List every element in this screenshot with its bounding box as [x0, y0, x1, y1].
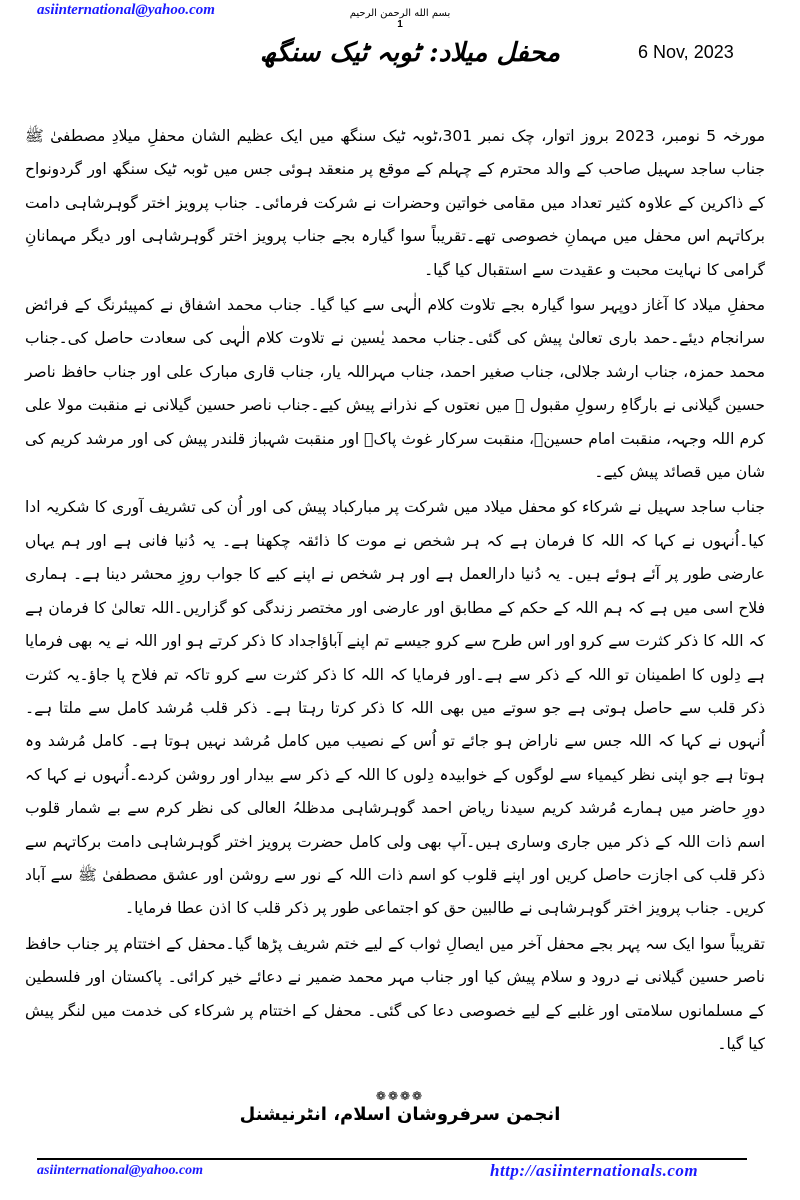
paragraph-program: محفلِ میلاد کا آغاز دوپہر سوا گیارہ بجے تلاوت کلام الٰہی سے کیا گیا۔ جناب محمد اشفاق نے کمپیئرنگ کے فرائض سرانجام دیئے۔حمد باری تعالیٰ پیش کی گئی۔جناب محمد یٰسین نے تلاوت کلام الٰہی کی سعادت حاصل کی۔جناب محمد حمزہ، جناب ارشد جلالی، جناب صغیر احمد، جناب مہراللہ یار، جناب قاری مبارک علی اور جناب حافظ ناصر حسین گیلانی نے بارگاہِ رسولِ مقبول ﷺ میں نعتوں کے نذرانے پیش کیے۔جناب ناصر حسین گیلانی نے منقبت مولا علی کرم اللہ وجہہ، منقبت امام حسینؑ، منقبت سرکار غوث پاکؒ اور منقبت شہباز قلندر پیش کی اور مرشد کریم کی شان میں قصائد پیش کیے۔	[25, 296, 765, 482]
organization-name: انجمن سرفروشان اسلام، انٹرنیشنل	[239, 1104, 561, 1125]
paragraph-closing: تقریباً سوا ایک سہ پہر بجے محفل آخر میں ایصالِ ثواب کے لیے ختم شریف پڑھا گیا۔محفل کے اختتام پر جناب حافظ ناصر حسین گیلانی نے درود و سلام پیش کیا اور جناب مہر محمد ضمیر نے دعائے خیر کرائی۔ پاکستان اور فلسطین کے مسلمانوں سلامتی اور غلبے کے لیے خصوصی دعا کی گئی۔ محفل کے اختتام پر شرکاء کی خدمت میں لنگر پیش کیا گیا۔	[25, 934, 765, 1053]
footer-website-link[interactable]: http://asiinternationals.com	[490, 1161, 699, 1180]
paragraph-speech: جناب ساجد سہیل نے شرکاء کو محفل میلاد میں شرکت پر مبارکباد پیش کی اور اُن کی تشریف آوری کا شکریہ ادا کیا۔اُنہوں نے کہا کہ اللہ کا فرمان ہے کہ ہر شخص نے موت کا ذائقہ چکھنا ہے۔ یہ دُنیا فانی ہے اور ہم یہاں عارضی طور پر آئے ہوئے ہیں۔ یہ دُنیا دارالعمل ہے اور ہر شخص نے اپنے کیے کا جواب روزِ محشر دینا ہے۔ ہماری فلاح اسی میں ہے کہ ہم اللہ کے حکم کے مطابق اور عارضی اور مختصر زندگی کو گزاریں۔اللہ تعالیٰ کا فرمان ہے کہ اللہ کا ذکر کثرت سے کرو اور اس طرح سے کرو جیسے تم اپنے آباؤاجداد کا ذکر کرتے ہو اور اللہ نے یہ بھی فرمایا ہے دِلوں کا اطمینان تو اللہ کے ذکر سے ہے۔اور فرمایا کہ اللہ کا ذکر کثرت سے کرو تاکہ تم فلاح پا جاؤ۔یہ کثرت ذکر قلب سے حاصل ہوتی ہے جو سوتے میں بھی اللہ کا ذکر کرتا رہتا ہے۔ ذکر قلب مُرشد کامل سے ملتا ہے۔اُنہوں نے کہا کہ اللہ جس سے ناراض ہو جائے تو اُس کے نصیب میں کامل مُرشد نہیں ہوتا ہے۔ کامل مُرشد وہ ہوتا ہے جو اپنی نظر کیمیاء سے لوگوں کے خوابیدہ دِلوں کا اللہ کے ذکر سے بیدار اور روشن کردے۔اُنہوں نے کہا کہ دورِ حاضر میں ہمارے مُرشد کریم سیدنا ریاض احمد گوہرشاہی مدظلہُ العالی کی نظر کرم سے بے شمار قلوب اسم ذات اللہ کے ذکر میں جاری وساری ہیں۔آپ بھی ولی کامل حضرت پرویز اختر گوہرشاہی دامت برکاتہم سے ذکر قلب کی اجازت حاصل کریں اور اپنے قلوب کو اسم ذات اللہ کے نور سے روشن اور عشق مصطفیٰ ﷺ سے آباد کریں۔ جناب پرویز اختر گوہرشاہی نے طالبین حق کو اجتماعی طور پر ذکر قلب کا اذن عطا فرمایا۔	[25, 498, 765, 918]
footer-email-link[interactable]: asiinternational@yahoo.com	[37, 1163, 204, 1178]
footer-divider	[37, 1158, 747, 1160]
flower-ornament-icon: ❁❁❁❁	[375, 1089, 425, 1103]
article-body	[25, 120, 765, 1061]
paragraph-intro: مورخہ 5 نومبر، 2023 بروز اتوار، چک نمبر 301،ٹوبہ ٹیک سنگھ میں ایک عظیم الشان محفلِ میلادِ مصطفیٰ ﷺ جناب ساجد سہیل صاحب کے والد محترم کے چہلم کے موقع پر منعقد ہوئی جس میں ٹوبہ ٹیک سنگھ اور گردونواح کے ذاکرین کے علاوہ کثیر تعداد میں مقامی خواتین وحضرات نے شرکت فرمائی۔ جناب پرویز اختر گوہرشاہی دامت برکاتہم اس محفل میں مہمانِ خصوصی تھے۔تقریباً سوا گیارہ بجے جناب پرویز اختر گوہرشاہی اور دیگر مہمانانِ گرامی کا نہایت محبت و عقیدت سے استقبال کیا گیا۔	[25, 127, 765, 279]
page-number: 1	[397, 19, 403, 30]
page-title: محفل میلاد: ٹوبہ ٹیک سنگھ	[259, 38, 561, 68]
bismillah-heading: بسم الله الرحمن الرحیم	[349, 8, 451, 19]
report-date: 6 Nov, 2023	[638, 42, 734, 62]
header-email-link[interactable]: asiinternational@yahoo.com	[37, 2, 215, 18]
